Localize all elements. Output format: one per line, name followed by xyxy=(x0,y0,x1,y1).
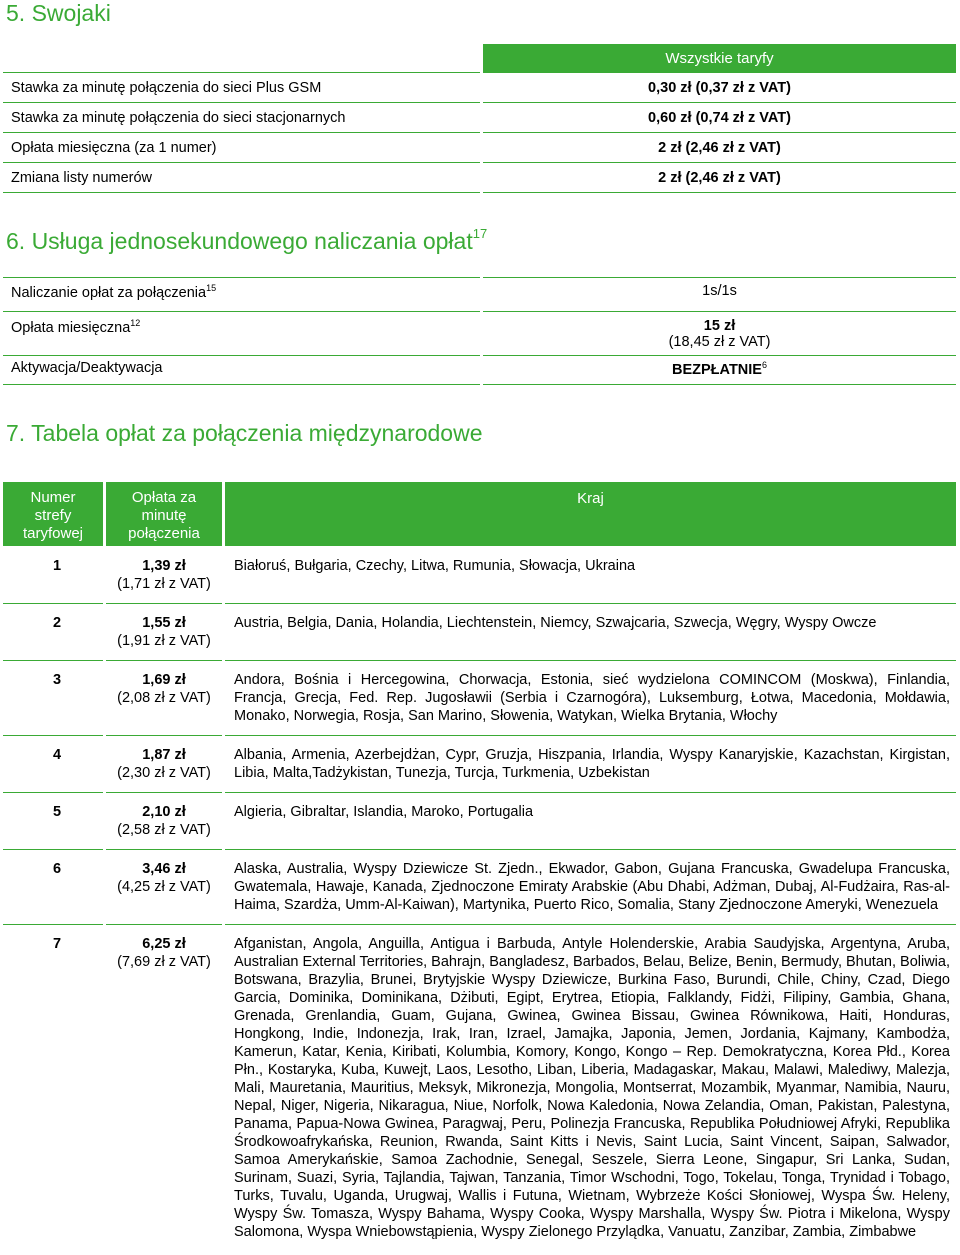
zone-countries: Andora, Bośnia i Hercegowina, Chorwacja, Estonia, sieć wydzielona COMINCOM (Moskwa), Finlandia, Francja, Grecja, Fed. Rep. Jugosławii (Serbia i Czarnogóra), Luksemburg, Łotwa, Macedonia, Mołdawia, Monako, Norwegia, Rosja, San Marino, Słowenia, Watykan, Wielka Brytania, Włochy xyxy=(224,661,957,736)
table-row xyxy=(3,312,956,356)
table-row xyxy=(3,133,956,163)
table-row xyxy=(3,278,956,312)
row-label: Naliczanie opłat za połączenia$^{15}$ xyxy=(3,278,482,312)
zone-rate: 2,10 zł (2,58 zł z VAT) xyxy=(105,793,224,850)
zone-number: 1 xyxy=(3,546,105,604)
row-value: 1s/1s xyxy=(482,278,957,312)
swojaki-header-all-tariffs: Wszystkie taryfy xyxy=(482,44,957,73)
table-row xyxy=(3,73,956,103)
zone-countries: Austria, Belgia, Dania, Holandia, Liechtenstein, Niemcy, Szwajcaria, Szwecja, Węgry, Wyspy Owcze xyxy=(224,604,957,661)
table-row xyxy=(3,604,956,661)
zone-countries: Białoruś, Bułgaria, Czechy, Litwa, Rumunia, Słowacja, Ukraina xyxy=(234,558,636,574)
table-row xyxy=(3,103,956,133)
zone-number: 5 xyxy=(3,793,105,850)
row-label: Stawka za minutę połączenia do sieci stacjonarnych xyxy=(3,103,482,133)
row-label: Opłata miesięczna$^{12}$ xyxy=(3,312,482,356)
zone-rate: 1,69 zł (2,08 zł z VAT) xyxy=(105,661,224,736)
zone-countries: Afganistan, Angola, Anguilla, Antigua i Barbuda, Antyle Holenderskie, Arabia Saudyjska, Argentyna, Aruba, Australian External Territories, Bahrajn, Bangladesz, Barbados, Belau, Belize, Benin, Bermudy, Bhutan, Boliwia, Botswana, Brazylia, Brunei, Brytyjskie Wyspy Dziewicze, Burkina Faso, Burundi, Chile, Chiny, Czad, Diego Garcia, Dominika, Dominikana, Dżibuti, Egipt, Erytrea, Etiopia, Falklandy, Fidżi, Filipiny, Gambia, Ghana, Grenada, Grenlandia, Guam, Gujana, Gwinea, Gwinea Bissau, Gwinea Równikowa, Haiti, Honduras, Hongkong, Indie, Indonezja, Irak, Iran, Izrael, Jamajka, Japonia, Jemen, Jordania, Kajmany, Kambodża, Kamerun, Katar, Kenia, Kiribati, Kolumbia, Komory, Kongo, Kongo – Rep. Demokratyczna, Korea Płd., Korea Płn., Kostaryka, Kuba, Kuwejt, Laos, Lesotho, Liban, Liberia, Madagaskar, Makau, Malawi, Malediwy, Malezja, Mali, Mauretania, Mauritius, Meksyk, Mikronezja, Mongolia, Montserrat, Mozambik, Myanmar, Namibia, Nauru, Nepal, Niger, Nigeria, Nikaragua, Niue, Norfolk, Nowa Kaledonia, Nowa Zelandia, Oman, Pakistan, Palestyna, Panama, Papua-Nowa Gwinea, Paragwaj, Peru, Polinezja Francuska, Republika Południowej Afryki, Republika Środkowoafrykańska, Reunion, Rwanda, Saint Kitts i Nevis, Saint Lucia, Saint Vincent, Saipan, Salwador, Samoa Amerykańskie, Samoa Zachodnie, Senegal, Seszele, Sierra Leone, Singapur, Sri Lanka, Sudan, Surinam, Suazi, Syria, Tajlandia, Tajwan, Tanzania, Timor Wschodni, Togo, Tokelau, Tonga, Trynidad i Tobago, Turks, Tuvalu, Uganda, Urugwaj, Wallis i Futuna, Wietnam, Wybrzeże Kości Słoniowej, Wyspa Św. Heleny, Wyspy Św. Tomasza, Wyspy Bahama, Wyspy Cooka, Wyspy Marshalla, Wyspy Św. Piotra i Mikelona, Wyspy Salomona, Wyspa Wniebowstąpienia, Wyspy Zielonego Przylądka, Vanuatu, Zanzibar, Zambia, Zimbabwe xyxy=(224,925,957,1252)
header-country: Kraj xyxy=(224,482,957,546)
row-value: BEZPŁATNIE$^6$ xyxy=(482,356,957,385)
table-row xyxy=(3,925,956,1252)
zone-countries: Algieria, Gibraltar, Islandia, Maroko, Portugalia xyxy=(224,793,957,850)
row-value: 2 zł (2,46 zł z VAT) xyxy=(482,133,957,163)
row-value: 2 zł (2,46 zł z VAT) xyxy=(482,163,957,193)
table-row xyxy=(3,793,956,850)
zone-countries: Alaska, Australia, Wyspy Dziewicze St. Zjedn., Ekwador, Gabon, Gujana Francuska, Gwadelupa Francuska, Gwatemala, Hawaje, Kanada, Zjednoczone Emiraty Arabskie (Abu Dhabi, Adżman, Dubaj, Al-Fudżaira, Ras-al-Haima, Szardża, Umm-Al-Kaiwan), Martynika, Puerto Rico, Somalia, Stany Zjednoczone Ameryki, Wenezuela xyxy=(224,850,957,925)
zone-rate: 1,39 zł (1,71 zł z VAT) xyxy=(105,546,224,604)
swojaki-table xyxy=(3,44,956,193)
zone-rate: 3,46 zł (4,25 zł z VAT) xyxy=(105,850,224,925)
swojaki-header-blank xyxy=(3,44,482,73)
table-row xyxy=(3,356,956,385)
row-label: Zmiana listy numerów xyxy=(3,163,482,193)
zone-number: 6 xyxy=(3,850,105,925)
row-label: Stawka za minutę połączenia do sieci Plus GSM xyxy=(3,73,482,103)
zone-number: 4 xyxy=(3,736,105,793)
zone-number: 7 xyxy=(3,925,105,1252)
table-row xyxy=(3,850,956,925)
row-label: Aktywacja/Deaktywacja xyxy=(3,356,482,385)
row-value: 0,60 zł (0,74 zł z VAT) xyxy=(482,103,957,133)
section-6-title: 6. Usługa jednosekundowego naliczania opłat$^{17}$ xyxy=(6,226,488,254)
header-zone: Numer strefy taryfowej xyxy=(3,482,105,546)
header-rate: Opłata za minutę połączenia xyxy=(105,482,224,546)
row-value: 0,30 zł (0,37 zł z VAT) xyxy=(482,73,957,103)
row-value: 15 zł (18,45 zł z VAT) xyxy=(482,312,957,356)
table-row xyxy=(3,163,956,193)
zone-number: 3 xyxy=(3,661,105,736)
zone-number: 2 xyxy=(3,604,105,661)
table-row xyxy=(3,736,956,793)
zone-rate: 1,55 zł (1,91 zł z VAT) xyxy=(105,604,224,661)
zone-countries: Albania, Armenia, Azerbejdżan, Cypr, Gruzja, Hiszpania, Irlandia, Wyspy Kanaryjskie, Kazachstan, Kirgistan, Libia, Malta,Tadżykistan, Tunezja, Turcja, Turkmenia, Uzbekistan xyxy=(224,736,957,793)
zone-rate: 1,87 zł (2,30 zł z VAT) xyxy=(105,736,224,793)
zone-rate: 6,25 zł (7,69 zł z VAT) xyxy=(105,925,224,1252)
row-label: Opłata miesięczna (za 1 numer) xyxy=(3,133,482,163)
table-row xyxy=(3,546,956,604)
section-7-title: 7. Tabela opłat za połączenia międzynarodowe xyxy=(6,420,483,446)
per-second-billing-table xyxy=(3,277,956,385)
section-5-title: 5. Swojaki xyxy=(6,0,111,26)
table-row xyxy=(3,661,956,736)
international-rates-table xyxy=(3,482,956,1251)
